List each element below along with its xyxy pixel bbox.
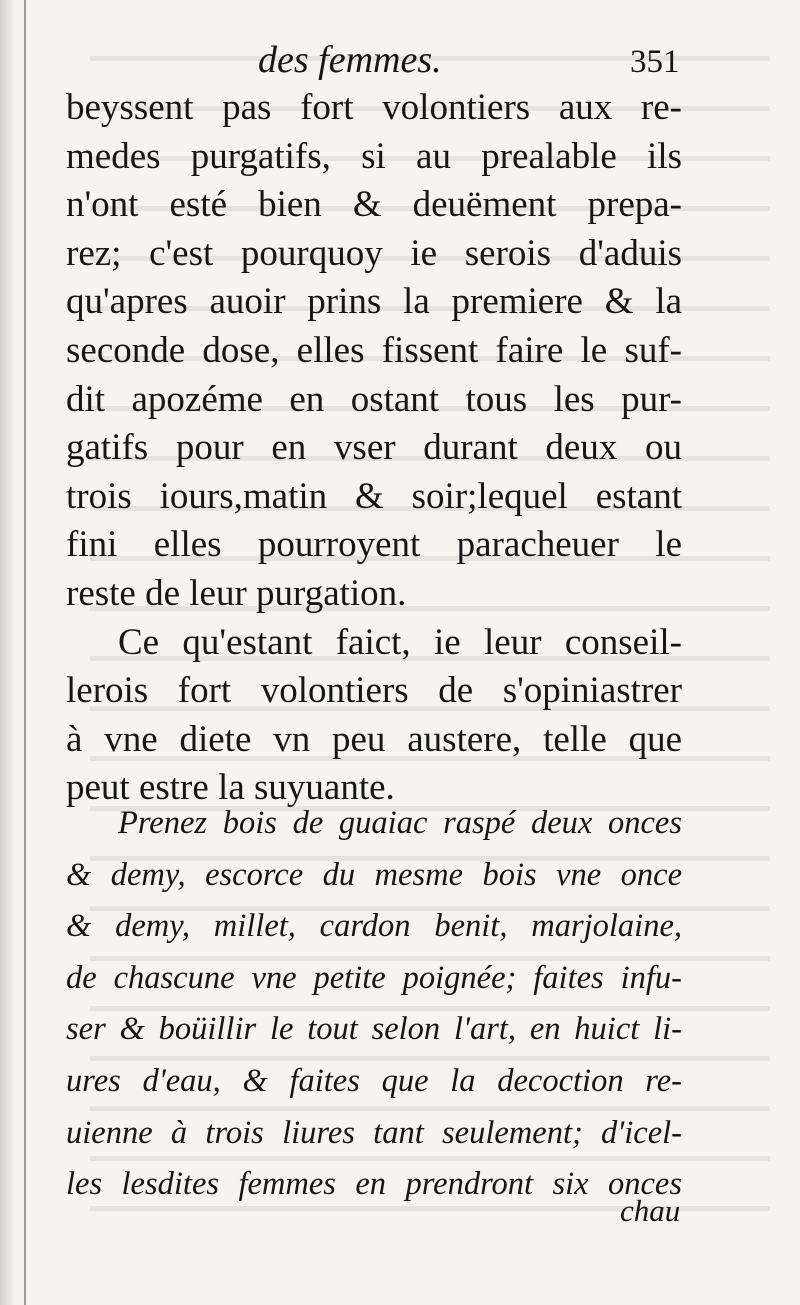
recipe-line: uienne à trois liures tant seulement; d'icel-	[66, 1114, 682, 1151]
binding-line	[24, 0, 26, 1305]
text-line: peut estre la suyuante.	[66, 767, 395, 809]
recipe-line: Prenez bois de guaiac raspé deux onces	[118, 805, 682, 841]
text-line: Ce qu'estant faict, ie leur conseil-	[118, 621, 682, 663]
recipe-line: & demy, millet, cardon benit, marjolaine,	[66, 908, 682, 945]
text-line: trois iours,matin & soir;lequel estant	[66, 475, 682, 517]
text-line: seconde dose, elles fissent faire le suf-	[66, 329, 682, 371]
text-line: medes purgatifs, si au prealable ils	[66, 135, 682, 177]
text-line: qu'apres auoir prins la premiere & la	[66, 281, 682, 323]
text-line: fini elles pourroyent paracheuer le	[66, 524, 682, 566]
recipe-line: & demy, escorce du mesme bois vne once	[66, 856, 682, 893]
catchword: chau	[620, 1193, 681, 1228]
recipe-line: les lesdites femmes en prendront six onces	[66, 1166, 682, 1203]
text-line: à vne diete vn peu austere, telle que	[66, 718, 682, 760]
recipe-block	[66, 798, 682, 1211]
page-edge-shadow	[0, 0, 14, 1305]
text-line: dit apozéme en ostant tous les pur-	[66, 378, 682, 420]
recipe-line: ser & boüillir le tout selon l'art, en huict li-	[66, 1011, 682, 1048]
page-number: 351	[630, 44, 680, 80]
recipe-line: de chascune vne petite poignée; faites infu-	[66, 959, 682, 996]
text-line: beyssent pas fort volontiers aux re-	[66, 87, 682, 128]
running-title: des femmes.	[258, 39, 442, 81]
main-text-block	[66, 84, 682, 813]
page-header	[0, 32, 800, 92]
text-line: reste de leur purgation.	[66, 572, 407, 614]
text-line: lerois fort volontiers de s'opiniastrer	[66, 670, 682, 712]
recipe-line: ures d'eau, & faites que la decoction re-	[66, 1062, 682, 1099]
text-line: gatifs pour en vser durant deux ou	[66, 427, 682, 469]
text-line: n'ont esté bien & deuëment prepa-	[66, 184, 682, 226]
text-line: rez; c'est pourquoy ie serois d'aduis	[66, 232, 682, 274]
